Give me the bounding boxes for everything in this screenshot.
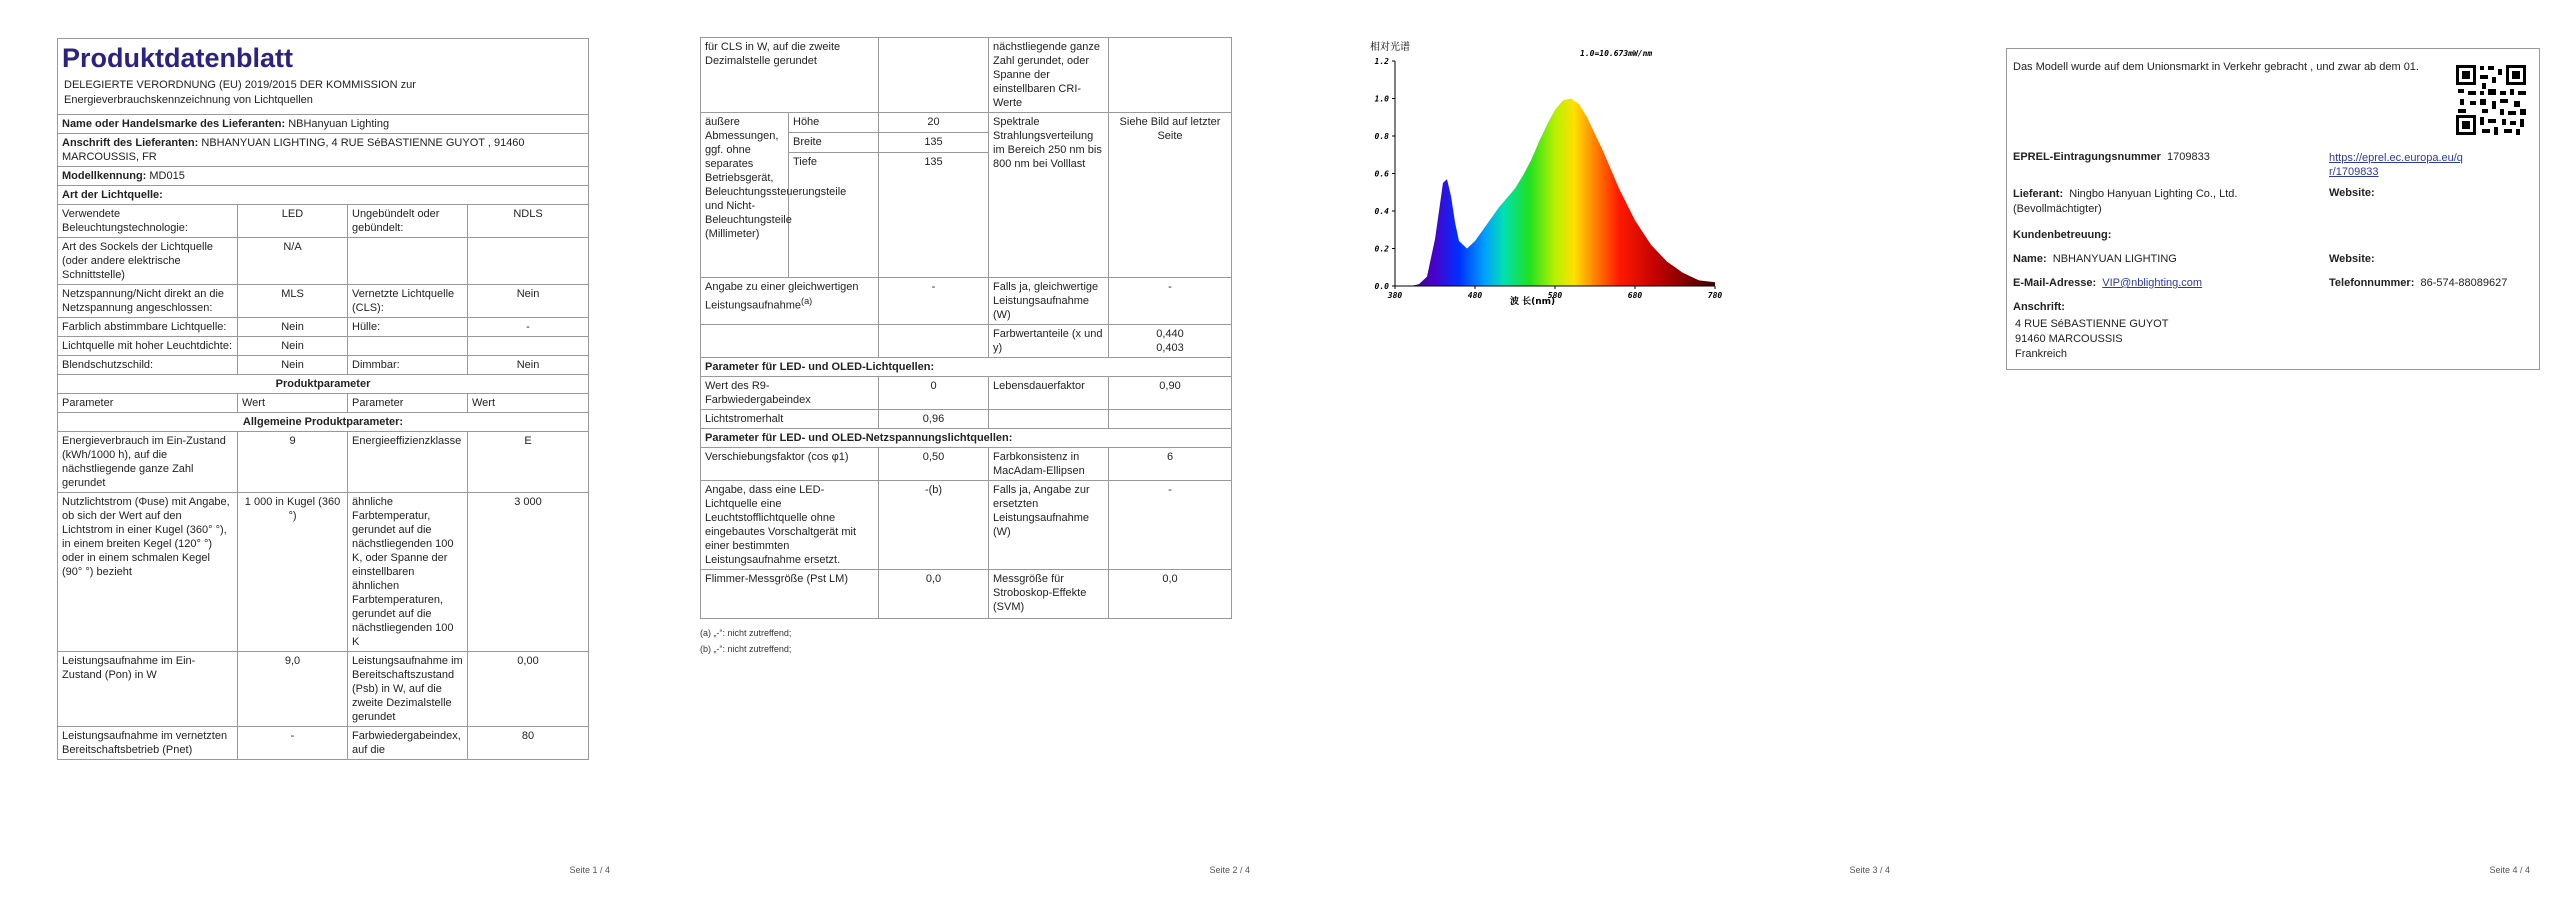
x-tick-label: 480 [1467, 291, 1483, 300]
table-row: Blendschutzschild: Nein Dimmbar: Nein [58, 356, 589, 375]
market-text: Das Modell wurde auf dem Unionsmarkt in Verkehr gebracht , und zwar ab dem 01. [2013, 61, 2419, 73]
email-row: E-Mail-Adresse: VIP@nblighting.com [2013, 277, 2203, 289]
telefon-row: Telefonnummer: 86-574-88089627 [2329, 277, 2508, 289]
table-row: Wert des R9-Farbwiedergabeindex 0 Lebensdauerfaktor 0,90 [701, 377, 1232, 410]
y-tick-label: 0.2 [1374, 244, 1389, 254]
anschrift-label: Anschrift: [2013, 301, 2065, 313]
address-row: Anschrift des Lieferanten: NBHANYUAN LIGHTING, 4 RUE SéBASTIENNE GUYOT , 91460 MARCOUSSIS, FR [58, 134, 589, 167]
page-number: Seite 3 / 4 [1849, 865, 1890, 875]
page-title: Produktdatenblatt [57, 38, 589, 76]
eprel-row: EPREL-Eintragungsnummer 1709833 [2013, 151, 2210, 163]
section-led-mains: Parameter für LED- und OLED-Netzspannungslichtquellen: [701, 429, 1232, 448]
type-header: Art der Lichtquelle: [58, 186, 589, 205]
table-row: äußere Abmessungen, ggf. ohne separates Betriebsgerät, Beleuchtungssteuerungsteile und Nicht-Beleuchtungsteile (Millimeter) Höhe 20 Spektrale Strahlungsverteilung im Bereich 250 nm bis 800 nm bei Volllast Siehe Bild auf letzter Seite [701, 113, 1232, 133]
table-row: Farbwertanteile (x und y) 0,440 0,403 [701, 325, 1232, 358]
section-led: Parameter für LED- und OLED-Lichtquellen: [701, 358, 1232, 377]
footnotes [700, 625, 1232, 657]
qr-code-icon[interactable] [2454, 63, 2528, 137]
y-tick-label: 1.2 [1374, 57, 1389, 66]
y-tick-label: 0.4 [1374, 207, 1389, 216]
spectrum-area [1395, 99, 1715, 287]
website-label: Website: [2329, 187, 2375, 199]
table-row: Leistungsaufnahme im Ein-Zustand (Pon) in W 9,0 Leistungsaufnahme im Bereitschaftszustand (Psb) in W, auf die zweite Dezimalstelle gerundet 0,00 [58, 652, 589, 727]
table-row: Lichtstromerhalt 0,96 [701, 410, 1232, 429]
table-row: Verwendete Beleuchtungstechnologie: LED Ungebündelt oder gebündelt: NDLS [58, 205, 589, 238]
page-number: Seite 2 / 4 [1209, 865, 1250, 875]
datasheet-continued [700, 37, 1232, 657]
supplier-info-box [2006, 48, 2540, 370]
x-tick-label: 680 [1627, 291, 1643, 300]
x-tick-label: 780 [1707, 291, 1723, 300]
table-row: Breite 135 [701, 133, 1232, 153]
y-tick-label: 1.0 [1374, 94, 1389, 104]
x-tick-label: 580 [1547, 291, 1563, 300]
product-datasheet [57, 38, 589, 760]
page-number: Seite 1 / 4 [569, 865, 610, 875]
table-row: Angabe zu einer gleichwertigen Leistungsaufnahme$^{(a)}$ - Falls ja, gleichwertige Leistungsaufnahme (W) - [701, 278, 1232, 325]
x-axis-label: 波 长(nm) [1510, 297, 1556, 307]
y-tick-label: 0.8 [1374, 132, 1389, 141]
section-general-parameters: Allgemeine Produktparameter: [58, 413, 589, 432]
name-row: Name: NBHANYUAN LIGHTING [2013, 253, 2177, 265]
table-row: Leistungsaufnahme im vernetzten Bereitschaftsbetrieb (Pnet) - Farbwiedergabeindex, auf die 80 [58, 727, 589, 760]
table-row: Art des Sockels der Lichtquelle (oder andere elektrische Schnittstelle) N/A [58, 238, 589, 285]
spectrum-chart-svg [1340, 36, 1740, 316]
kundenbetreuung-label: Kundenbetreuung: [2013, 229, 2112, 241]
table-row: Verschiebungsfaktor (cos φ1) 0,50 Farbkonsistenz in MacAdam-Ellipsen 6 [701, 448, 1232, 481]
table-row: Tiefe 135 [701, 153, 1232, 278]
section-product-parameters: Produktparameter [58, 375, 589, 394]
continued-table [700, 37, 1232, 619]
website-label-2: Website: [2329, 253, 2375, 265]
supplier-row: Name oder Handelsmarke des Lieferanten: NBHanyuan Lighting [58, 115, 589, 134]
chart-peak-label: 1.0=10.673mW/nm [1580, 49, 1653, 58]
spectrum-chart [1340, 36, 1740, 316]
table-row: Flimmer-Messgröße (Pst LM) 0,0 Messgröße für Stroboskop-Effekte (SVM) 0,0 [701, 570, 1232, 619]
page-1 [0, 0, 640, 905]
address-block: 4 RUE SéBASTIENNE GUYOT 91460 MARCOUSSIS Frankreich [2015, 318, 2169, 360]
email-link[interactable]: VIP@nblighting.com [2102, 277, 2203, 289]
table-row: Netzspannung/Nicht direkt an die Netzspannung angeschlossen: MLS Vernetzte Lichtquelle (CLS): Nein [58, 285, 589, 318]
table-header-row: Parameter Wert Parameter Wert [58, 394, 589, 413]
table-row: Farblich abstimmbare Lichtquelle: Nein Hülle: - [58, 318, 589, 337]
page-number: Seite 4 / 4 [2489, 865, 2530, 875]
y-tick-label: 0.6 [1374, 169, 1389, 179]
table-row: Energieverbrauch im Ein-Zustand (kWh/1000 h), auf die nächstliegende ganze Zahl gerundet 9 Energieeffizienzklasse E [58, 432, 589, 493]
supplier-table [57, 114, 589, 760]
eprel-link[interactable]: https://eprel.ec.europa.eu/qr/1709833 [2329, 152, 2463, 178]
table-row: Nutzlichtstrom (Φuse) mit Angabe, ob sich der Wert auf den Lichtstrom in einer Kugel (360° °), in einem breiten Kegel (120° °) oder in einem schmalen Kegel (90° °) bezieht 1 000 in Kugel (360 °) ähnliche Farbtemperatur, gerundet auf die nächstliegenden 100 K, oder Spanne der einstellbaren ähnlichen Farbtemperaturen, gerundet auf die nächstliegenden 100 K 3 000 [58, 493, 589, 652]
model-row: Modellkennung: MD015 [58, 167, 589, 186]
table-row: Angabe, dass eine LED-Lichtquelle eine Leuchtstofflichtquelle ohne eingebautes Vorschaltgerät mit einer bestimmten Leistungsaufnahme ersetzt. -(b) Falls ja, Angabe zur ersetzten Leistungsaufnahme (W) - [701, 481, 1232, 570]
y-axis-label: 相对光谱 [1370, 42, 1410, 53]
lieferant-row: Lieferant: Ningbo Hanyuan Lighting Co., Ltd. (Bevollmächtigter) [2013, 188, 2238, 215]
y-tick-label: 0.0 [1374, 282, 1389, 291]
x-tick-label: 380 [1387, 291, 1403, 300]
table-row: Lichtquelle mit hoher Leuchtdichte: Nein [58, 337, 589, 356]
regulation-subtitle: DELEGIERTE VERORDNUNG (EU) 2019/2015 DER KOMMISSION zur Energieverbrauchskennzeichnung von Lichtquellen [57, 76, 589, 114]
table-row: für CLS in W, auf die zweite Dezimalstelle gerundet nächstliegende ganze Zahl gerundet, oder Spanne der einstellbaren CRI-Werte [701, 38, 1232, 113]
footnote-a: (a) „-“: nicht zutreffend; [700, 628, 792, 638]
footnote-b: (b) „-“: nicht zutreffend; [700, 644, 792, 654]
page-2 [640, 0, 1280, 905]
